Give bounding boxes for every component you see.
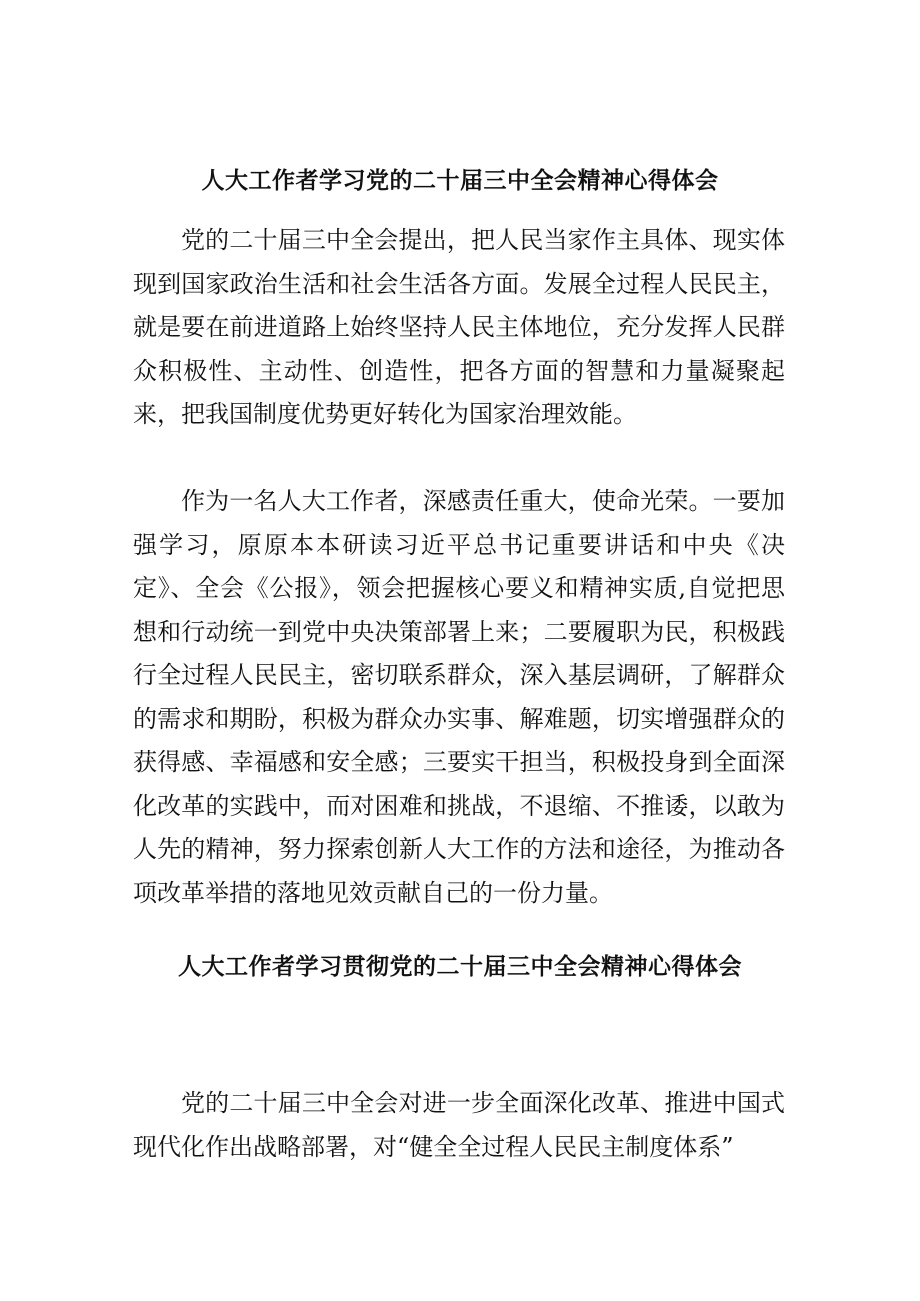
- article-title-1: 人大工作者学习党的二十届三中全会精神心得体会: [201, 168, 719, 194]
- article-2-paragraph-1: 党的二十届三中全会对进一步全面深化改革、推进中国式现代化作出战略部署，对“健全全过程人民民主制度体系”: [133, 1089, 785, 1161]
- article-title-2: 人大工作者学习贯彻党的二十届三中全会精神心得体会: [178, 954, 742, 980]
- article-1-paragraph-2: 作为一名人大工作者，深感责任重大，使命光荣。一要加强学习，原原本本研读习近平总书记重要讲话和中央《决定》、全会《公报》，领会把握核心要义和精神实质,自觉把思想和行动统一到党中央决策部署上来；二要履职为民，积极践行全过程人民民主，密切联系群众，深入基层调研，了解群众的需求和期盼，积极为群众办实事、解难题，切实增强群众的获得感、幸福感和安全感；三要实干担当，积极投身到全面深化改革的实践中，而对困难和挑战，不退缩、不推诿，以敢为人先的精神，努力探索创新人大工作的方法和途径，为推动各项改革举措的落地见效贡献自己的一份力量。: [133, 487, 785, 907]
- article-1-paragraph-1: 党的二十届三中全会提出，把人民当家作主具体、现实体现到国家政治生活和社会生活各方面。发展全过程人民民主，就是要在前进道路上始终坚持人民主体地位，充分发挥人民群众积极性、主动性、创造性，把各方面的智慧和力量凝聚起来，把我国制度优势更好转化为国家治理效能。: [133, 226, 785, 428]
